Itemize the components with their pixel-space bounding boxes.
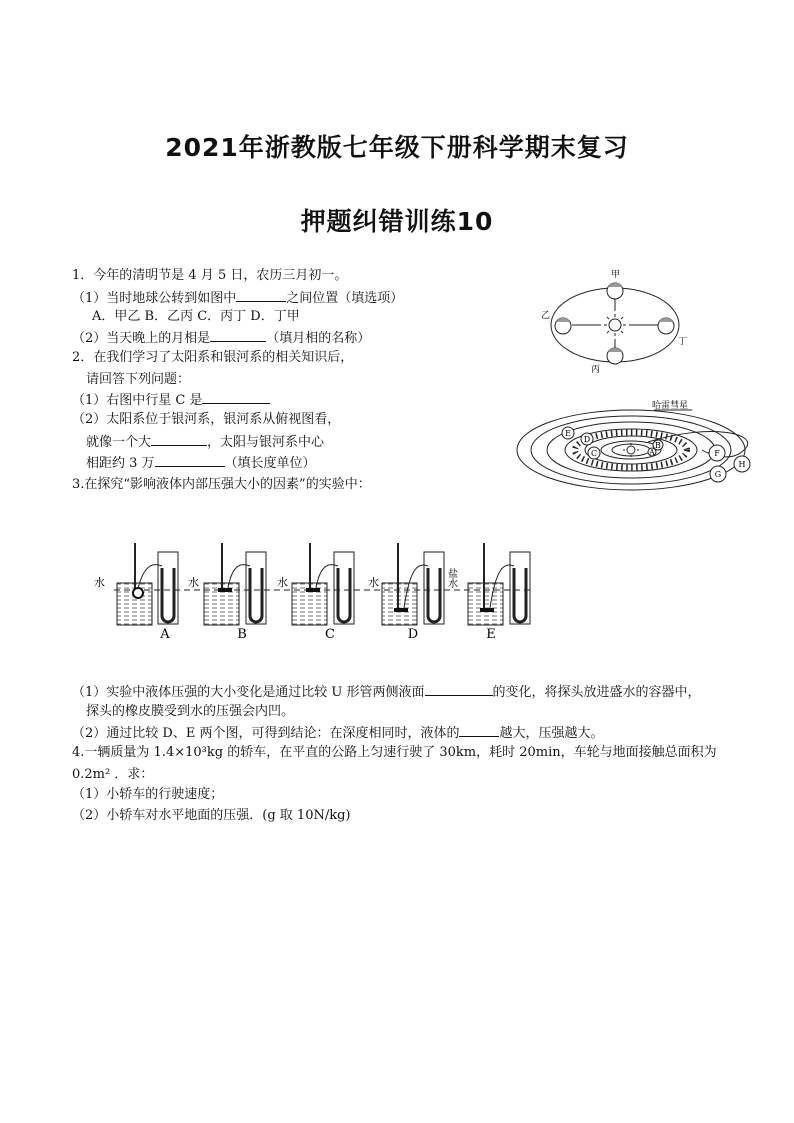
q1-options: A．甲乙 B．乙丙 C．丙丁 D．丁甲 xyxy=(92,309,300,324)
experiment-c xyxy=(292,543,354,625)
liquid-label-c: 水 xyxy=(277,576,288,589)
document-subtitle: 押题纠错训练10 xyxy=(300,207,494,236)
fig1-label-top: 甲 xyxy=(611,270,621,280)
q2-sub2-line3-post: （填长度单位） xyxy=(224,456,316,471)
q2-sub2-line3-pre: 相距约 3 万 xyxy=(86,456,155,471)
q2-sub1-blank[interactable] xyxy=(202,391,270,404)
q1-sub1-post: 之间位置（填选项） xyxy=(286,291,404,306)
q1-sub2-blank[interactable] xyxy=(210,329,266,342)
q3-sub2 xyxy=(72,724,603,742)
earth-orbit-figure xyxy=(538,268,698,378)
planet-label-c: C xyxy=(590,449,598,458)
fig-label-e: E xyxy=(486,627,496,642)
solar-system-figure xyxy=(512,394,774,494)
q4-stem: 4.一辆质量为 1.4×10³kg 的轿车，在平直的公路上匀速行驶了 30km，耗时 20min，车轮与地面接触总面积为 xyxy=(72,745,717,760)
fig-label-a: A xyxy=(160,627,170,642)
document-title: 2021年浙教版七年级下册科学期末复习 xyxy=(165,133,629,162)
q1-sub2-pre: （2）当天晚上的月相是 xyxy=(72,331,211,346)
planet-label-g: G xyxy=(714,470,722,479)
q2-sub2-blank2[interactable] xyxy=(155,454,225,467)
q2-sub2-line2-post: ，太阳与银河系中心 xyxy=(207,435,325,450)
q1-stem: 1．今年的清明节是 4 月 5 日，农历三月初一。 xyxy=(72,268,348,283)
q2-sub1-text: （1）右图中行星 C 是 xyxy=(72,393,203,408)
q2-sub2-line2 xyxy=(86,433,324,451)
earth-icon xyxy=(555,283,674,364)
q2-stem: 2．在我们学习了太阳系和银河系的相关知识后， xyxy=(72,350,354,365)
comet-label: 哈雷彗星 xyxy=(652,401,689,411)
q1-sub2-post: （填月相的名称） xyxy=(266,331,371,346)
q3-sub2-pre: （2）通过比较 D、E 两个图，可得到结论：在深度相同时，液体的 xyxy=(72,726,460,741)
planet-label-d: D xyxy=(583,435,591,444)
planet-label-a: A xyxy=(649,448,655,457)
q3-sub1 xyxy=(72,683,701,701)
fig-label-b: B xyxy=(237,627,247,642)
q2-stem2: 请回答下列问题： xyxy=(86,372,191,387)
q3-sub2-blank[interactable] xyxy=(459,724,499,737)
q3-sub2-post: 越大，压强越大。 xyxy=(499,726,604,741)
q2-sub2-line1: （2）太阳系位于银河系，银河系从俯视图看， xyxy=(72,412,341,427)
fig1-label-left: 乙 xyxy=(541,311,551,321)
q1-sub1 xyxy=(72,289,403,307)
q4-stem2: 0.2m² ．求： xyxy=(72,767,154,782)
q2-sub2-line3 xyxy=(86,454,316,472)
q2-sub2-line2-pre: 就像一个大 xyxy=(86,435,152,450)
q3-sub1-blank[interactable] xyxy=(425,683,493,696)
sun-icon xyxy=(623,443,639,457)
pressure-experiment-figure xyxy=(92,538,542,643)
fig1-label-right: 丁 xyxy=(678,337,688,347)
planet-label-h: H xyxy=(738,460,746,469)
fig-label-c: C xyxy=(325,627,335,642)
q1-sub2 xyxy=(72,329,370,347)
q2-sub1 xyxy=(72,391,270,409)
q1-sub1-pre: （1）当时地球公转到如图中 xyxy=(72,291,237,306)
liquid-label-e: 盐水 xyxy=(445,568,457,588)
planet-label-b: B xyxy=(655,441,661,450)
q3-stem: 3.在探究“影响液体内部压强大小的因素”的实验中： xyxy=(72,477,371,492)
liquid-label-a: 水 xyxy=(94,576,105,589)
planet-label-f: F xyxy=(714,449,720,458)
q3-sub1-pre: （1）实验中液体压强的大小变化是通过比较 U 形管两侧液面 xyxy=(72,685,425,700)
q4-sub1: （1）小轿车的行驶速度； xyxy=(72,787,224,802)
experiment-e xyxy=(468,543,530,625)
fig-label-d: D xyxy=(407,627,419,642)
q4-sub2: （2）小轿车对水平地面的压强．(g 取 10N/kg) xyxy=(72,808,351,823)
planet-label-e: E xyxy=(565,429,571,438)
experiment-d xyxy=(382,543,444,625)
q2-sub2-blank1[interactable] xyxy=(151,433,207,446)
liquid-label-b: 水 xyxy=(188,576,199,589)
q3-sub1-post: 的变化，将探头放进盛水的容器中， xyxy=(492,685,701,700)
experiment-a xyxy=(117,543,178,625)
sun-icon xyxy=(604,314,626,336)
q3-sub1-line2: 探头的橡皮膜受到水的压强会内凹。 xyxy=(86,704,295,719)
liquid-label-d: 水 xyxy=(368,576,379,589)
experiment-b xyxy=(204,543,266,625)
q1-sub1-blank[interactable] xyxy=(236,289,286,302)
fig1-label-bottom: 丙 xyxy=(591,365,601,375)
